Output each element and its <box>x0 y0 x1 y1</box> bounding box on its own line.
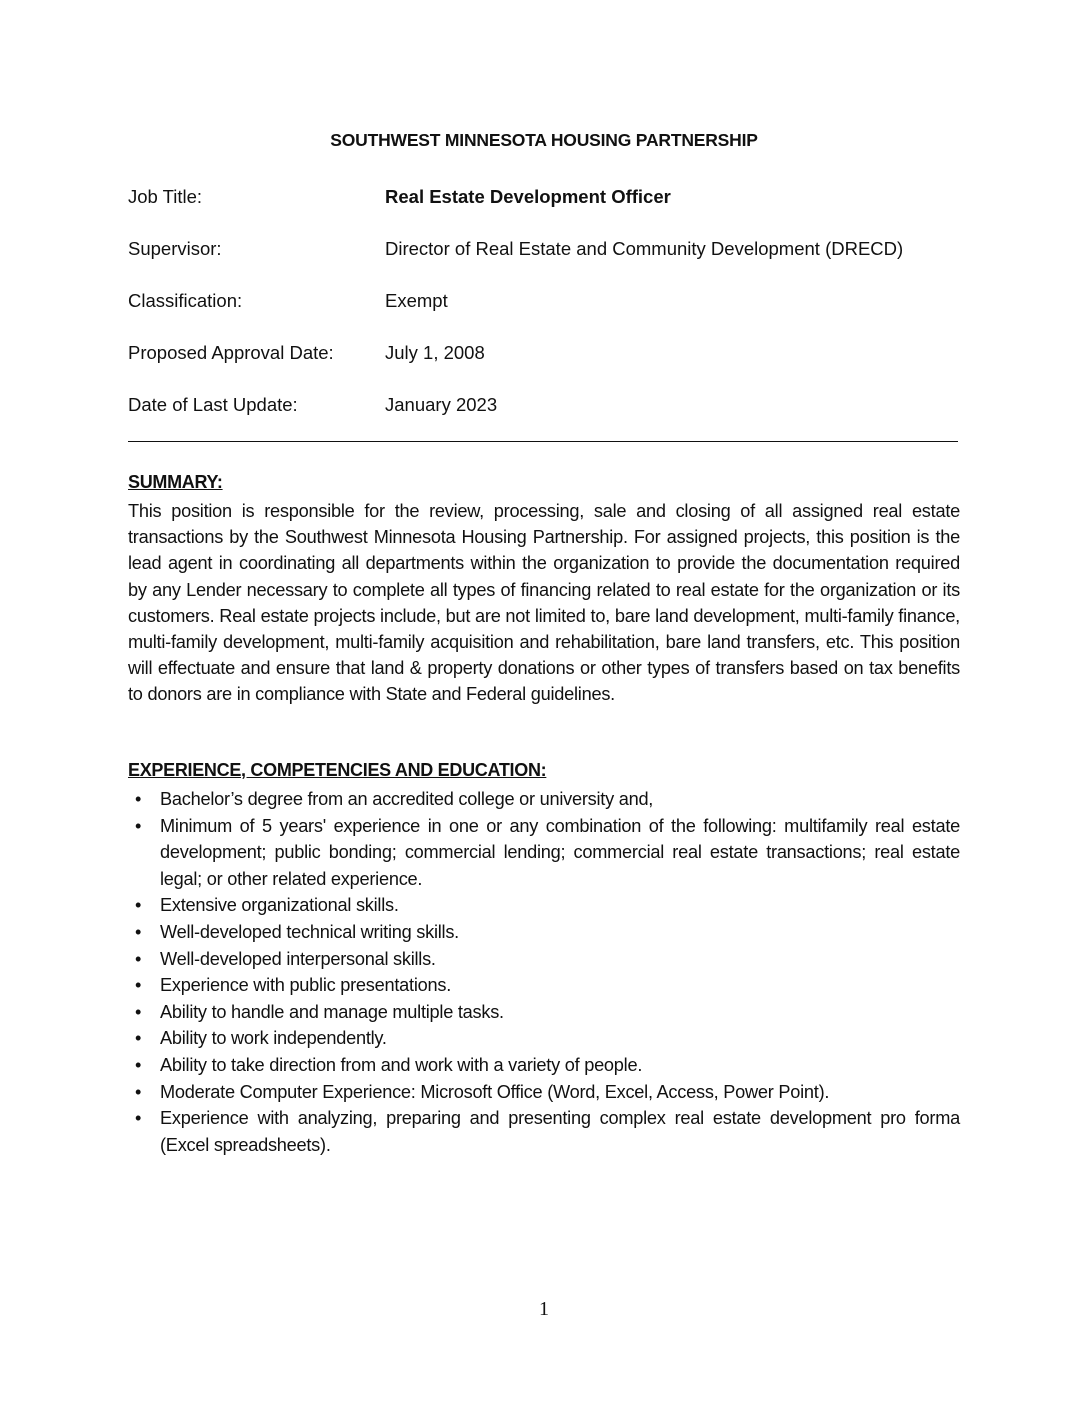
list-item <box>128 919 960 946</box>
bullet-icon: • <box>134 1108 142 1129</box>
horizontal-divider <box>128 441 958 442</box>
bullet-icon: • <box>134 1081 142 1102</box>
list-item-text: Well-developed technical writing skills. <box>160 921 459 942</box>
list-item <box>128 946 960 973</box>
list-item-text: Minimum of 5 years' experience in one or any combination of the following: multifamily real estate development; public bonding; commercial lending; commercial real estate transactions; real estate legal; or other related experience. <box>160 815 960 889</box>
list-item <box>128 813 960 893</box>
list-item-text: Bachelor’s degree from an accredited college or university and, <box>160 789 654 809</box>
list-item <box>128 972 960 999</box>
organization-title: SOUTHWEST MINNESOTA HOUSING PARTNERSHIP <box>330 130 758 150</box>
field-row-classification <box>128 290 968 316</box>
field-label: Classification: <box>128 290 243 311</box>
list-item-text: Experience with analyzing, preparing and presenting complex real estate development pro forma (Excel spreadsheets). <box>160 1108 960 1155</box>
bullet-icon: • <box>134 815 142 836</box>
bullet-icon: • <box>134 921 142 942</box>
list-item-text: Well-developed interpersonal skills. <box>160 948 436 969</box>
bullet-icon: • <box>134 789 142 809</box>
summary-paragraph: This position is responsible for the review, processing, sale and closing of all assigned real estate transactions by the Southwest Minnesota Housing Partnership. For assigned projects, this position is the lead agent in coordinating all departments within the organization to provide the documentation required by any Lender necessary to complete all types of financing related to real estate for the organization or its customers. Real estate projects include, but are not limited to, bare land development, multi-family finance, multi-family development, multi-family acquisition and rehabilitation, bare land transfers, etc. This position will effectuate and ensure that land & property donations or other types of transfers based on tax benefits to donors are in compliance with State and Federal guidelines. <box>128 501 960 705</box>
list-item <box>128 1025 960 1052</box>
bullet-icon: • <box>134 1001 142 1022</box>
bullet-icon: • <box>134 975 142 996</box>
field-label: Supervisor: <box>128 238 222 259</box>
field-value: July 1, 2008 <box>385 342 485 363</box>
list-item <box>128 999 960 1026</box>
bullet-icon: • <box>134 1028 142 1049</box>
field-value: Real Estate Development Officer <box>385 186 671 207</box>
list-item <box>128 786 960 813</box>
field-value: Director of Real Estate and Community Development (DRECD) <box>385 238 904 259</box>
list-item-text: Moderate Computer Experience: Microsoft Office (Word, Excel, Access, Power Point). <box>160 1081 830 1102</box>
field-row-supervisor <box>128 238 968 264</box>
field-label: Date of Last Update: <box>128 394 298 415</box>
list-item <box>128 1052 960 1079</box>
experience-heading: EXPERIENCE, COMPETENCIES AND EDUCATION: <box>128 760 547 780</box>
field-row-approval-date <box>128 342 968 368</box>
bullet-icon: • <box>134 1054 142 1075</box>
experience-list <box>128 786 960 1158</box>
list-item-text: Ability to take direction from and work with a variety of people. <box>160 1054 643 1075</box>
field-value: January 2023 <box>385 394 498 415</box>
list-item-text: Experience with public presentations. <box>160 975 452 996</box>
list-item-text: Ability to work independently. <box>160 1028 387 1049</box>
field-label: Job Title: <box>128 186 203 207</box>
bullet-icon: • <box>134 895 142 916</box>
page-number: 1 <box>539 1298 549 1320</box>
field-value: Exempt <box>385 290 448 311</box>
list-item <box>128 892 960 919</box>
list-item <box>128 1105 960 1158</box>
bullet-icon: • <box>134 948 142 969</box>
list-item-text: Ability to handle and manage multiple tasks. <box>160 1001 504 1022</box>
field-row-job-title <box>128 186 968 212</box>
list-item-text: Extensive organizational skills. <box>160 895 399 916</box>
list-item <box>128 1079 960 1106</box>
field-row-last-update <box>128 394 968 420</box>
field-label: Proposed Approval Date: <box>128 342 334 363</box>
summary-heading: SUMMARY: <box>128 472 223 492</box>
